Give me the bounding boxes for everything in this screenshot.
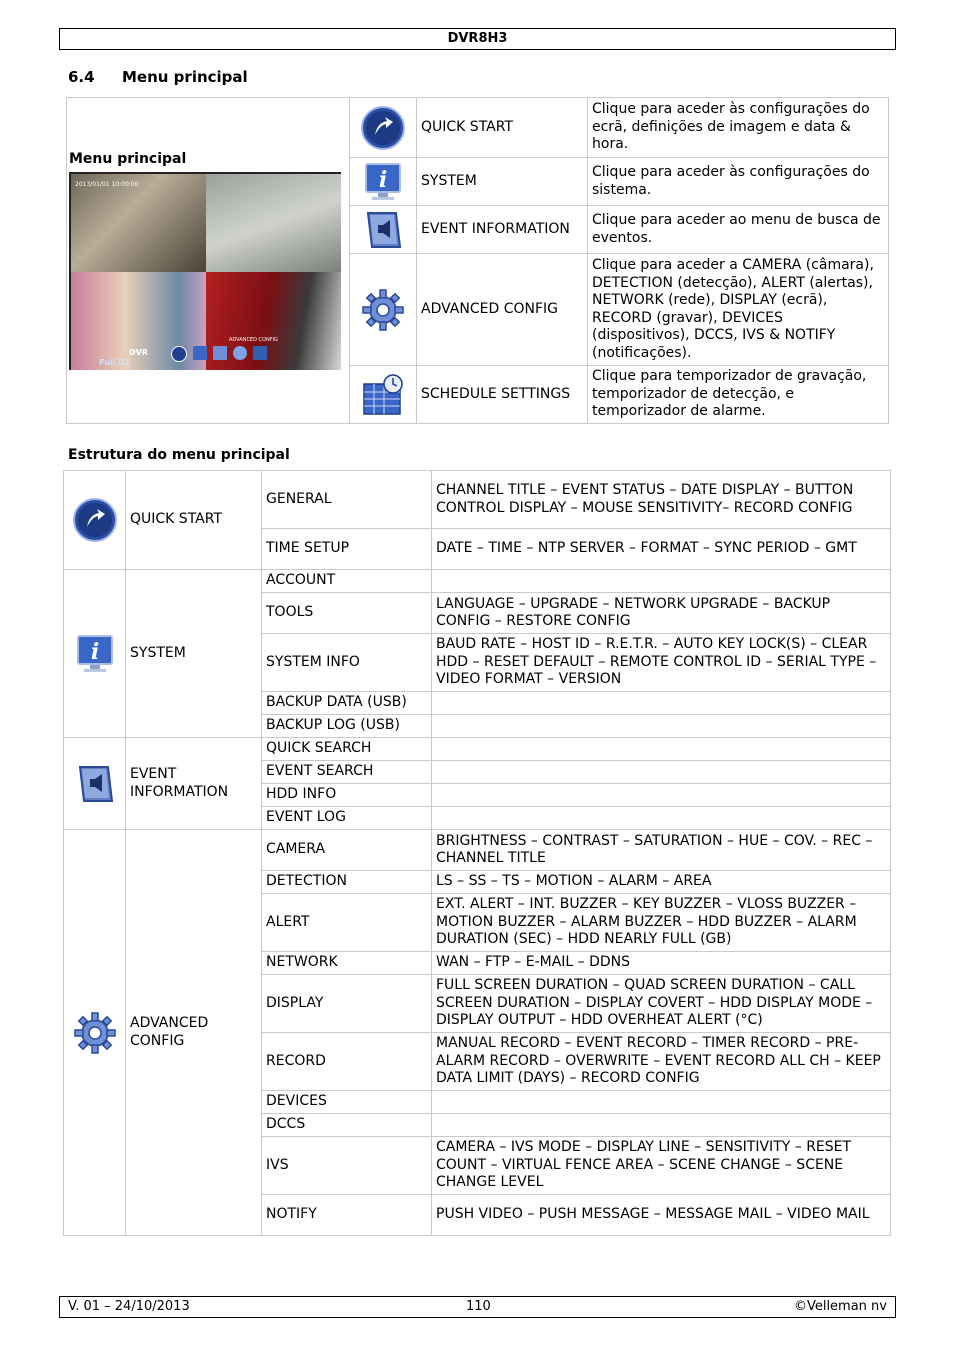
submenu-name: HDD INFO [262, 784, 432, 807]
group-label: EVENT INFORMATION [126, 738, 262, 830]
menu-structure-table [63, 470, 891, 1236]
submenu-detail [432, 570, 891, 593]
footer-page-number: 110 [466, 1299, 491, 1314]
submenu-detail: CHANNEL TITLE – EVENT STATUS – DATE DISPLAY – BUTTON CONTROL DISPLAY – MOUSE SENSITIVITY– RECORD CONFIG [432, 471, 891, 529]
submenu-detail [432, 807, 891, 830]
menu-label: SYSTEM [417, 158, 588, 206]
submenu-detail: EXT. ALERT – INT. BUZZER – KEY BUZZER – VLOSS BUZZER – MOTION BUZZER – ALARM BUZZER – HDD BUZZER – ALARM DURATION (SEC) – HDD NEARLY FULL (GB) [432, 894, 891, 952]
screen-system-icon [193, 346, 207, 360]
submenu-detail: BAUD RATE – HOST ID – R.E.T.R. – AUTO KEY LOCK(S) – CLEAR HDD – RESET DEFAULT – REMOTE CONTROL ID – SERIAL TYPE – VIDEO FORMAT – VERSION [432, 634, 891, 692]
screen-gear-icon [233, 346, 247, 360]
submenu-detail: FULL SCREEN DURATION – QUAD SCREEN DURATION – CALL SCREEN DURATION – DISPLAY COVERT – HDD DISPLAY MODE – DISPLAY OUTPUT – HDD OVERHEAT ALERT (°C) [432, 975, 891, 1033]
submenu-name: ACCOUNT [262, 570, 432, 593]
footer-version: V. 01 – 24/10/2013 [68, 1299, 190, 1314]
menu-description: Clique para temporizador de gravação, temporizador de detecção, e temporizador de alarme. [588, 366, 889, 424]
menu-description: Clique para aceder a CAMERA (câmara), DETECTION (detecção), ALERT (alertas), NETWORK (rede), DISPLAY (ecrã), RECORD (gravar), DEVICES (dispositivos), DCCS, IVS & NOTIFY (notificações). [588, 254, 889, 366]
submenu-detail [432, 692, 891, 715]
screen-menu-label: ADVANCED CONFIG [229, 337, 278, 344]
gear-icon [72, 1010, 118, 1056]
group-label: ADVANCED CONFIG [126, 830, 262, 1236]
screen-brand: DVR [129, 348, 148, 358]
submenu-name: EVENT LOG [262, 807, 432, 830]
screen-event-icon [213, 346, 227, 360]
menu-description: Clique para aceder às configurações do sistema. [588, 158, 889, 206]
submenu-name: IVS [262, 1137, 432, 1195]
camera-tile-2 [206, 174, 341, 272]
model-name: DVR8H3 [447, 31, 508, 46]
submenu-name: GENERAL [262, 471, 432, 529]
schedule-icon-cell [350, 366, 417, 424]
submenu-name: NETWORK [262, 952, 432, 975]
svg-text:i: i [90, 638, 99, 665]
gear-icon-cell [64, 830, 126, 1236]
screenshot-cell [67, 98, 350, 424]
submenu-detail [432, 761, 891, 784]
section-heading [68, 68, 248, 86]
submenu-detail [432, 738, 891, 761]
submenu-detail [432, 1114, 891, 1137]
menu-description: Clique para aceder ao menu de busca de eventos. [588, 206, 889, 254]
screenshot-caption: Menu principal [69, 150, 187, 167]
quick-start-icon [360, 105, 406, 151]
document-header [59, 28, 896, 50]
menu-label: SCHEDULE SETTINGS [417, 366, 588, 424]
submenu-name: TOOLS [262, 593, 432, 634]
section-number: 6.4 [68, 68, 95, 86]
submenu-name: EVENT SEARCH [262, 761, 432, 784]
submenu-detail: DATE – TIME – NTP SERVER – FORMAT – SYNC PERIOD – GMT [432, 529, 891, 570]
structure-title: Estrutura do menu principal [68, 447, 290, 463]
submenu-name: NOTIFY [262, 1195, 432, 1236]
gear-icon [360, 287, 406, 333]
event-information-icon [72, 761, 118, 807]
quick-start-icon-cell [350, 98, 417, 158]
svg-text:i: i [378, 166, 388, 193]
footer-copyright: ©Velleman nv [793, 1299, 887, 1314]
system-icon-cell [350, 158, 417, 206]
main-menu-table [66, 97, 889, 424]
screen-menu-bar [171, 346, 267, 362]
menu-description: Clique para aceder às configurações do ecrã, definições de imagem e data & hora. [588, 98, 889, 158]
submenu-name: ALERT [262, 894, 432, 952]
submenu-detail: LS – SS – TS – MOTION – ALARM – AREA [432, 871, 891, 894]
system-icon-cell [64, 570, 126, 738]
submenu-name: DCCS [262, 1114, 432, 1137]
submenu-detail: BRIGHTNESS – CONTRAST – SATURATION – HUE – COV. – REC – CHANNEL TITLE [432, 830, 891, 871]
submenu-detail [432, 715, 891, 738]
submenu-name: BACKUP DATA (USB) [262, 692, 432, 715]
submenu-detail: MANUAL RECORD – EVENT RECORD – TIMER RECORD – PRE-ALARM RECORD – OVERWRITE – EVENT RECORD ALL CH – KEEP DATA LIMIT (DAYS) – RECORD CONFIG [432, 1033, 891, 1091]
submenu-name: DEVICES [262, 1091, 432, 1114]
document-footer [59, 1296, 896, 1318]
schedule-icon [360, 372, 406, 418]
system-icon [72, 631, 118, 677]
event-information-icon-cell [350, 206, 417, 254]
submenu-name: SYSTEM INFO [262, 634, 432, 692]
submenu-detail: CAMERA – IVS MODE – DISPLAY LINE – SENSITIVITY – RESET COUNT – VIRTUAL FENCE AREA – SCENE CHANGE – SCENE CHANGE LEVEL [432, 1137, 891, 1195]
submenu-detail [432, 784, 891, 807]
submenu-name: TIME SETUP [262, 529, 432, 570]
quick-start-icon-cell [64, 471, 126, 570]
screen-datetime: 2013/01/01 10:00:00 [75, 181, 139, 189]
group-label: QUICK START [126, 471, 262, 570]
event-information-icon [360, 207, 406, 253]
submenu-detail: WAN – FTP – E-MAIL – DDNS [432, 952, 891, 975]
submenu-detail: PUSH VIDEO – PUSH MESSAGE – MESSAGE MAIL – VIDEO MAIL [432, 1195, 891, 1236]
submenu-name: DETECTION [262, 871, 432, 894]
screen-mode: Full D1 [99, 358, 131, 368]
submenu-detail: LANGUAGE – UPGRADE – NETWORK UPGRADE – BACKUP CONFIG – RESTORE CONFIG [432, 593, 891, 634]
submenu-name: DISPLAY [262, 975, 432, 1033]
gear-icon-cell [350, 254, 417, 366]
submenu-name: BACKUP LOG (USB) [262, 715, 432, 738]
group-label: SYSTEM [126, 570, 262, 738]
dvr-screen-preview [69, 172, 341, 370]
system-icon [360, 159, 406, 205]
submenu-name: RECORD [262, 1033, 432, 1091]
menu-label: QUICK START [417, 98, 588, 158]
submenu-name: CAMERA [262, 830, 432, 871]
section-title: Menu principal [122, 68, 248, 86]
screen-schedule-icon [253, 346, 267, 360]
menu-label: EVENT INFORMATION [417, 206, 588, 254]
screen-quick-start-icon [171, 346, 187, 362]
submenu-name: QUICK SEARCH [262, 738, 432, 761]
menu-label: ADVANCED CONFIG [417, 254, 588, 366]
quick-start-icon [72, 497, 118, 543]
event-information-icon-cell [64, 738, 126, 830]
submenu-detail [432, 1091, 891, 1114]
